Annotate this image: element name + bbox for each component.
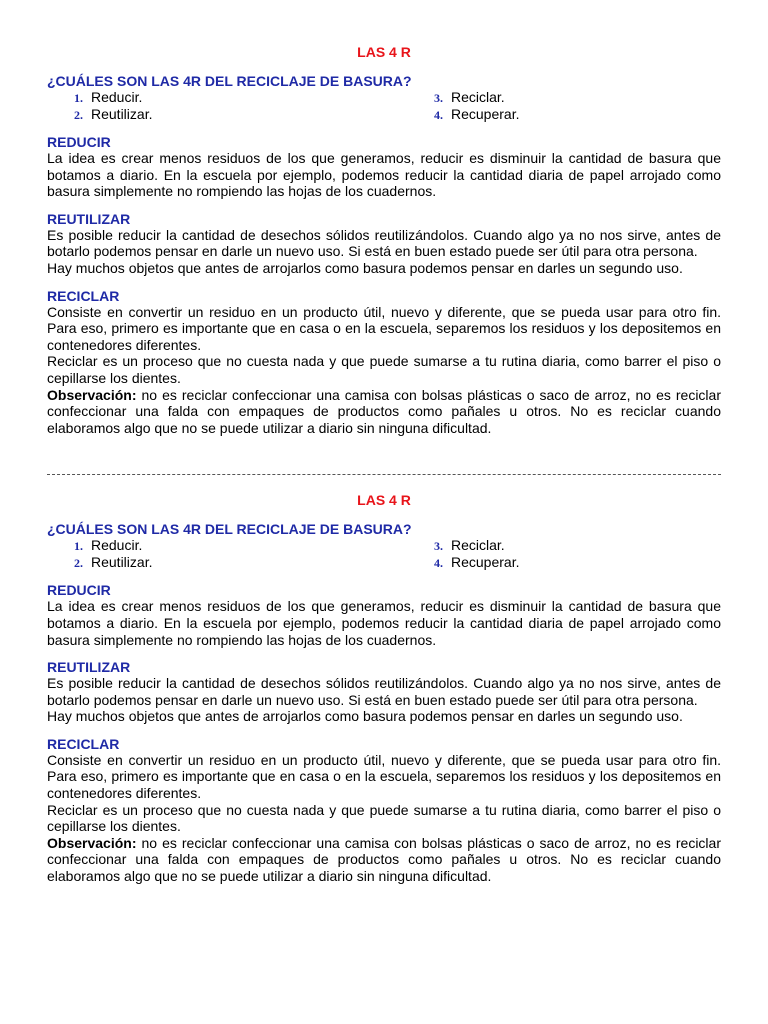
list-label: Reutilizar. <box>91 554 153 571</box>
section-reutilizar <box>47 211 721 277</box>
list-number: 3. <box>434 91 443 105</box>
list-number: 1. <box>74 539 83 554</box>
section-paragraph: Reciclar es un proceso que no cuesta nada y que puede sumarse a tu rutina diaria, como barrer el piso o cepillarse los dientes. <box>47 801 721 835</box>
section-reciclar <box>47 288 721 437</box>
list-item-reutilizar <box>69 106 152 124</box>
list-number: 4. <box>434 556 443 571</box>
document-title: LAS 4 R <box>357 492 411 509</box>
four-r-list <box>47 537 721 571</box>
question-heading: ¿CUÁLES SON LAS 4R DEL RECICLAJE DE BASURA? <box>47 73 412 89</box>
list-label: Recuperar. <box>451 106 520 122</box>
section-heading: REDUCIR <box>47 134 111 150</box>
section-heading: RECICLAR <box>47 287 120 304</box>
section-reducir <box>47 134 721 200</box>
question-heading: ¿CUÁLES SON LAS 4R DEL RECICLAJE DE BASURA? <box>47 521 412 538</box>
list-number: 3. <box>434 539 443 554</box>
worksheet-copy-1 <box>47 44 721 436</box>
section-reducir <box>47 582 721 648</box>
list-number: 2. <box>74 108 83 122</box>
document-page <box>47 44 721 885</box>
list-item-recuperar <box>429 554 519 572</box>
dashed-line <box>47 474 721 475</box>
section-heading: REDUCIR <box>47 582 111 599</box>
section-reciclar <box>47 736 721 885</box>
list-item-reducir <box>69 537 142 555</box>
list-number: 1. <box>74 91 83 105</box>
section-paragraph: Consiste en convertir un residuo en un producto útil, nuevo y diferente, que se pueda usar para otro fin. Para eso, primero es importante que en casa o en la escuela, separemos los residuos y los depositemos en contenedores diferentes. <box>47 303 721 353</box>
list-number: 4. <box>434 108 443 122</box>
section-heading: RECICLAR <box>47 735 120 752</box>
document-title: LAS 4 R <box>357 44 411 60</box>
observation-paragraph <box>47 387 721 437</box>
section-heading: REUTILIZAR <box>47 659 131 676</box>
list-item-reducir <box>69 89 142 107</box>
list-item-reciclar <box>429 537 505 555</box>
section-paragraph: La idea es crear menos residuos de los que generamos, reducir es disminuir la cantidad de basura que botamos a diario. En la escuela por ejemplo, podemos reducir la cantidad diaria de papel arrojado como basura simplemente no rompiendo las hojas de los cuadernos. <box>47 150 721 200</box>
observation-text: no es reciclar confeccionar una camisa con bolsas plásticas o saco de arroz, no es reciclar confeccionar una falda con empaques de productos como pañales u otros. No es reciclar cuando elaboramos algo que no se puede utilizar a diario sin ninguna dificultad. <box>47 386 721 436</box>
list-item-recuperar <box>429 106 519 124</box>
four-r-list <box>47 89 721 123</box>
list-item-reutilizar <box>69 554 152 572</box>
section-paragraph: Reciclar es un proceso que no cuesta nada y que puede sumarse a tu rutina diaria, como barrer el piso o cepillarse los dientes. <box>47 353 721 386</box>
section-paragraph: Es posible reducir la cantidad de desechos sólidos reutilizándolos. Cuando algo ya no nos sirve, antes de botarlo podemos pensar en darle un nuevo uso. Si está en buen estado puede ser útil para otra persona. <box>47 675 721 708</box>
list-label: Reducir. <box>91 537 143 554</box>
worksheet-copy-2 <box>47 492 721 884</box>
section-paragraph: Es posible reducir la cantidad de desechos sólidos reutilizándolos. Cuando algo ya no nos sirve, antes de botarlo podemos pensar en darle un nuevo uso. Si está en buen estado puede ser útil para otra persona. <box>47 226 721 260</box>
list-label: Reciclar. <box>451 89 505 105</box>
list-label: Reciclar. <box>451 537 505 554</box>
section-paragraph: La idea es crear menos residuos de los que generamos, reducir es disminuir la cantidad de basura que botamos a diario. En la escuela por ejemplo, podemos reducir la cantidad diaria de papel arrojado como basura simplemente no rompiendo las hojas de los cuadernos. <box>47 598 721 648</box>
section-paragraph: Hay muchos objetos que antes de arrojarlos como basura podemos pensar en darles un segundo uso. <box>47 259 683 276</box>
list-label: Reducir. <box>91 89 143 105</box>
list-label: Reutilizar. <box>91 106 153 122</box>
list-number: 2. <box>74 556 83 571</box>
observation-label: Observación: <box>47 834 137 851</box>
cut-line-separator <box>47 468 721 478</box>
section-paragraph: Hay muchos objetos que antes de arrojarlos como basura podemos pensar en darles un segundo uso. <box>47 708 683 725</box>
list-label: Recuperar. <box>451 554 520 571</box>
observation-label: Observación: <box>47 386 137 403</box>
observation-text: no es reciclar confeccionar una camisa con bolsas plásticas o saco de arroz, no es reciclar confeccionar una falda con empaques de productos como pañales u otros. No es reciclar cuando elaboramos algo que no se puede utilizar a diario sin ninguna dificultad. <box>47 834 721 885</box>
section-reutilizar <box>47 659 721 725</box>
section-heading: REUTILIZAR <box>47 210 131 227</box>
section-paragraph: Consiste en convertir un residuo en un producto útil, nuevo y diferente, que se pueda usar para otro fin. Para eso, primero es importante que en casa o en la escuela, separemos los residuos y los depositemos en contenedores diferentes. <box>47 751 721 802</box>
list-item-reciclar <box>429 89 505 107</box>
observation-paragraph <box>47 835 721 885</box>
